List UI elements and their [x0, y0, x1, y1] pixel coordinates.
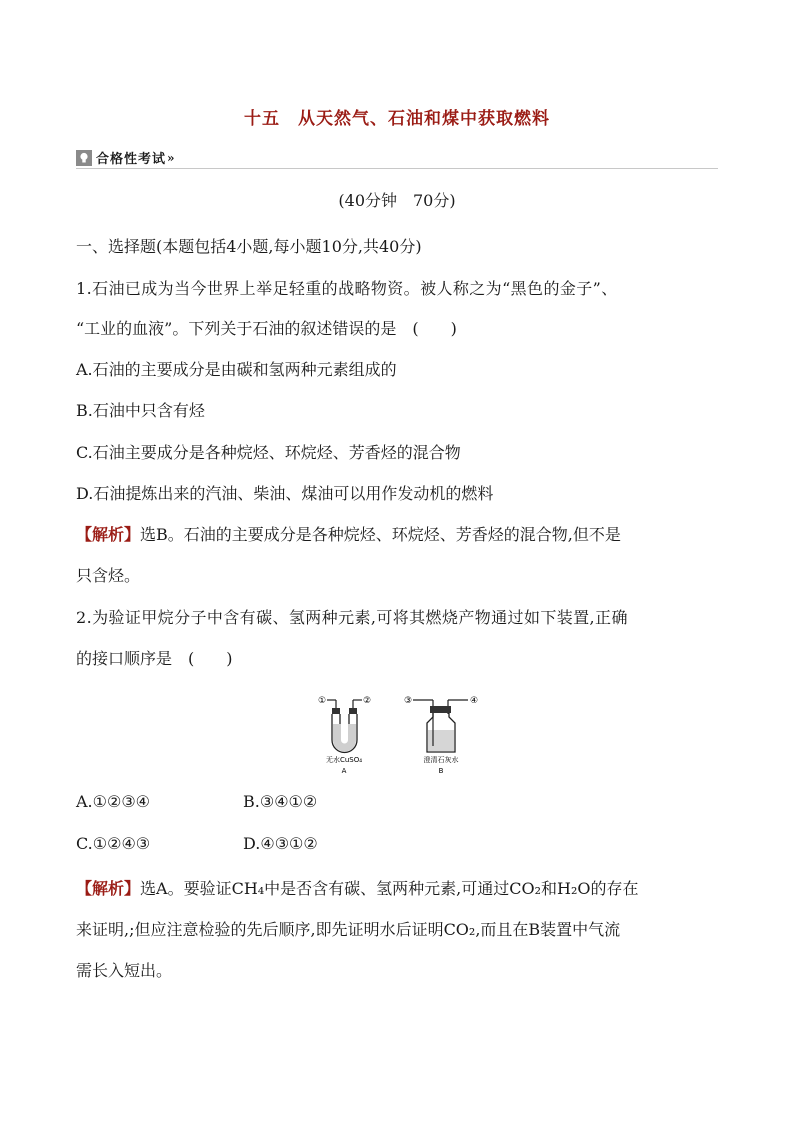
caption-a: A: [341, 767, 347, 775]
time-info: (40分钟 70分): [338, 191, 456, 210]
question-1-analysis-line-2: 只含烃。: [76, 566, 141, 585]
question-1-option-c: C.石油主要成分是各种烷烃、环烷烃、芳香烃的混合物: [76, 443, 461, 462]
caption-b: B: [438, 767, 444, 775]
question-2-option-c: C.①②④③: [76, 834, 151, 853]
question-1-line-1: 1.石油已成为当今世界上举足轻重的战略物资。被人称之为“黑色的金子”、: [76, 279, 618, 298]
question-2-option-d: D.④③①②: [243, 834, 318, 853]
question-1-line-2: “工业的血液”。下列关于石油的叙述错误的是 ( ): [76, 319, 457, 338]
part-heading: 一、选择题(本题包括4小题,每小题10分,共40分): [76, 237, 422, 256]
question-1-analysis: [76, 522, 621, 545]
port-4-label: ④: [469, 696, 479, 706]
section-label-text: 合格性考试: [96, 152, 167, 167]
double-chevron-icon: »: [167, 150, 175, 165]
port-2-label: ②: [362, 696, 372, 706]
port-1-label: ①: [317, 696, 327, 706]
section-divider: [76, 168, 718, 169]
page-title: 十五 从天然气、石油和煤中获取燃料: [244, 109, 550, 129]
question-1-option-d: D.石油提炼出来的汽油、柴油、煤油可以用作发动机的燃料: [76, 484, 494, 503]
section-label: [76, 148, 175, 167]
question-1-option-b: B.石油中只含有烃: [76, 401, 205, 420]
question-2-analysis: [76, 876, 639, 899]
apparatus-figure: [310, 690, 485, 775]
lightbulb-icon: [76, 150, 92, 166]
question-2-analysis-line-2: 来证明,;但应注意检验的先后顺序,即先证明水后证明CO₂,而且在B装置中气流: [76, 920, 621, 939]
analysis-text: 选A。要验证CH₄中是否含有碳、氢两种元素,可通过CO₂和H₂O的存在: [140, 879, 639, 898]
question-2-line-1: 2.为验证甲烷分子中含有碳、氢两种元素,可将其燃烧产物通过如下装置,正确: [76, 608, 628, 627]
question-2-option-b: B.③④①②: [243, 792, 318, 811]
u-tube-apparatus: [318, 696, 371, 775]
question-1-option-a: A.石油的主要成分是由碳和氢两种元素组成的: [76, 360, 397, 379]
question-2-analysis-line-3: 需长入短出。: [76, 961, 173, 980]
reagent-a-label: 无水CuSO₄: [325, 756, 363, 764]
analysis-label: 【解析】: [76, 879, 141, 898]
analysis-text: 选B。石油的主要成分是各种烷烃、环烷烃、芳香烃的混合物,但不是: [140, 525, 621, 544]
question-2-line-2: 的接口顺序是 ( ): [76, 649, 233, 668]
gas-washing-bottle: [404, 696, 478, 775]
analysis-label: 【解析】: [76, 525, 141, 544]
reagent-b-label: 澄清石灰水: [423, 756, 459, 764]
port-3-label: ③: [403, 696, 413, 706]
question-2-option-a: A.①②③④: [76, 792, 151, 811]
